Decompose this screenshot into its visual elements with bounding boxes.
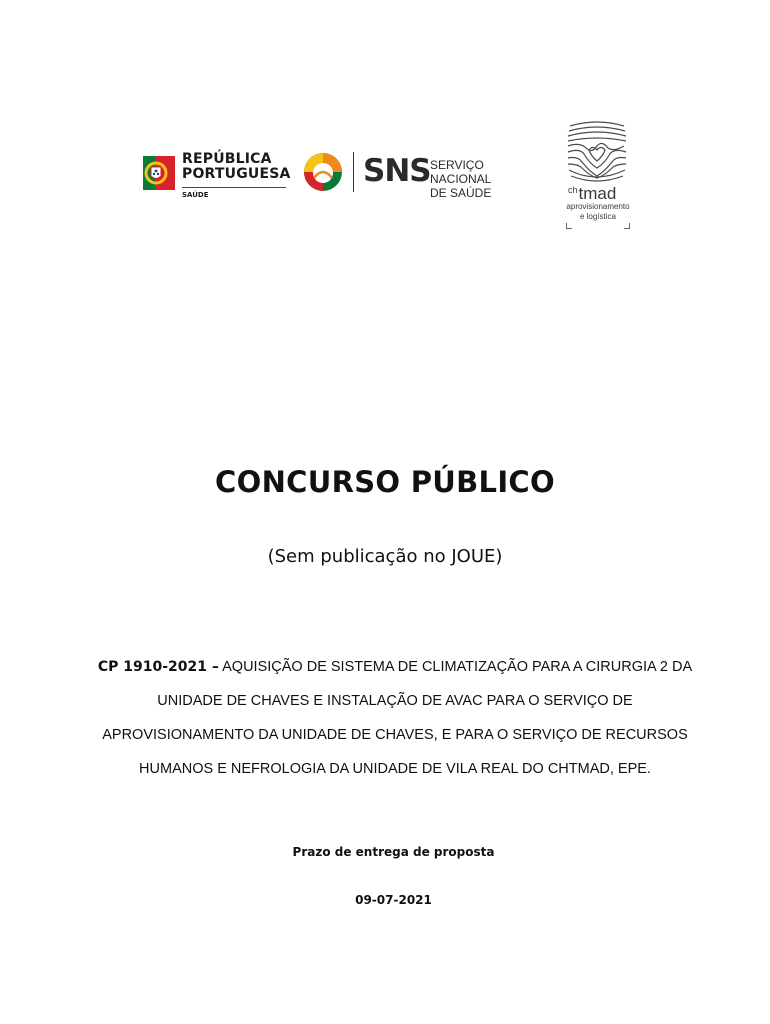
procedure-line-3: APROVISIONAMENTO DA UNIDADE DE CHAVES, E PARA O SERVIÇO DE RECURSOS xyxy=(102,727,688,743)
chtmad-corner-left xyxy=(566,223,572,229)
sns-abbreviation: SNS xyxy=(363,153,431,189)
sns-full-name xyxy=(430,158,538,200)
sns-name-line1: SERVIÇO NACIONAL xyxy=(430,158,492,186)
document-subtitle: (Sem publicação no JOUE) xyxy=(267,546,503,567)
chtmad-logo xyxy=(562,120,634,230)
republica-line2: PORTUGUESA xyxy=(182,166,291,182)
deadline-date: 09-07-2021 xyxy=(355,893,432,907)
chtmad-corner-right xyxy=(624,223,630,229)
sns-divider xyxy=(353,152,354,192)
chtmad-prefix: ch xyxy=(568,185,578,195)
sns-logo xyxy=(303,150,538,200)
procedure-line-1 xyxy=(85,650,705,684)
procedure-description xyxy=(85,650,705,786)
portuguese-coat-of-arms-icon xyxy=(143,154,175,192)
procedure-line-2: UNIDADE DE CHAVES E INSTALAÇÃO DE AVAC PARA O SERVIÇO DE xyxy=(157,693,633,709)
deadline-label: Prazo de entrega de proposta xyxy=(292,845,495,859)
chtmad-wordmark xyxy=(568,180,616,204)
sns-name-line2: DE SAÚDE xyxy=(430,186,492,200)
republica-portuguesa-wordmark xyxy=(182,152,291,182)
republica-ministry: SAÚDE xyxy=(182,191,209,199)
republica-portuguesa-logo xyxy=(143,151,291,206)
chtmad-sub-line1: aprovisionamento xyxy=(566,202,630,211)
procedure-code: CP 1910-2021 – xyxy=(97,659,219,675)
republica-line1: REPÚBLICA xyxy=(182,151,272,167)
header-logos xyxy=(0,0,770,240)
procedure-line-4: HUMANOS E NEFROLOGIA DA UNIDADE DE VILA REAL DO CHTMAD, EPE. xyxy=(139,761,651,777)
republica-divider xyxy=(182,187,286,188)
document-title: CONCURSO PÚBLICO xyxy=(215,465,555,499)
procedure-line1-text: AQUISIÇÃO DE SISTEMA DE CLIMATIZAÇÃO PARA A CIRURGIA 2 DA xyxy=(218,659,693,675)
chtmad-subtitle xyxy=(562,202,634,222)
sns-circle-icon xyxy=(303,152,343,192)
chtmad-sub-line2: e logística xyxy=(579,212,617,221)
fingerprint-heart-icon xyxy=(566,120,628,182)
chtmad-name: tmad xyxy=(578,184,617,203)
